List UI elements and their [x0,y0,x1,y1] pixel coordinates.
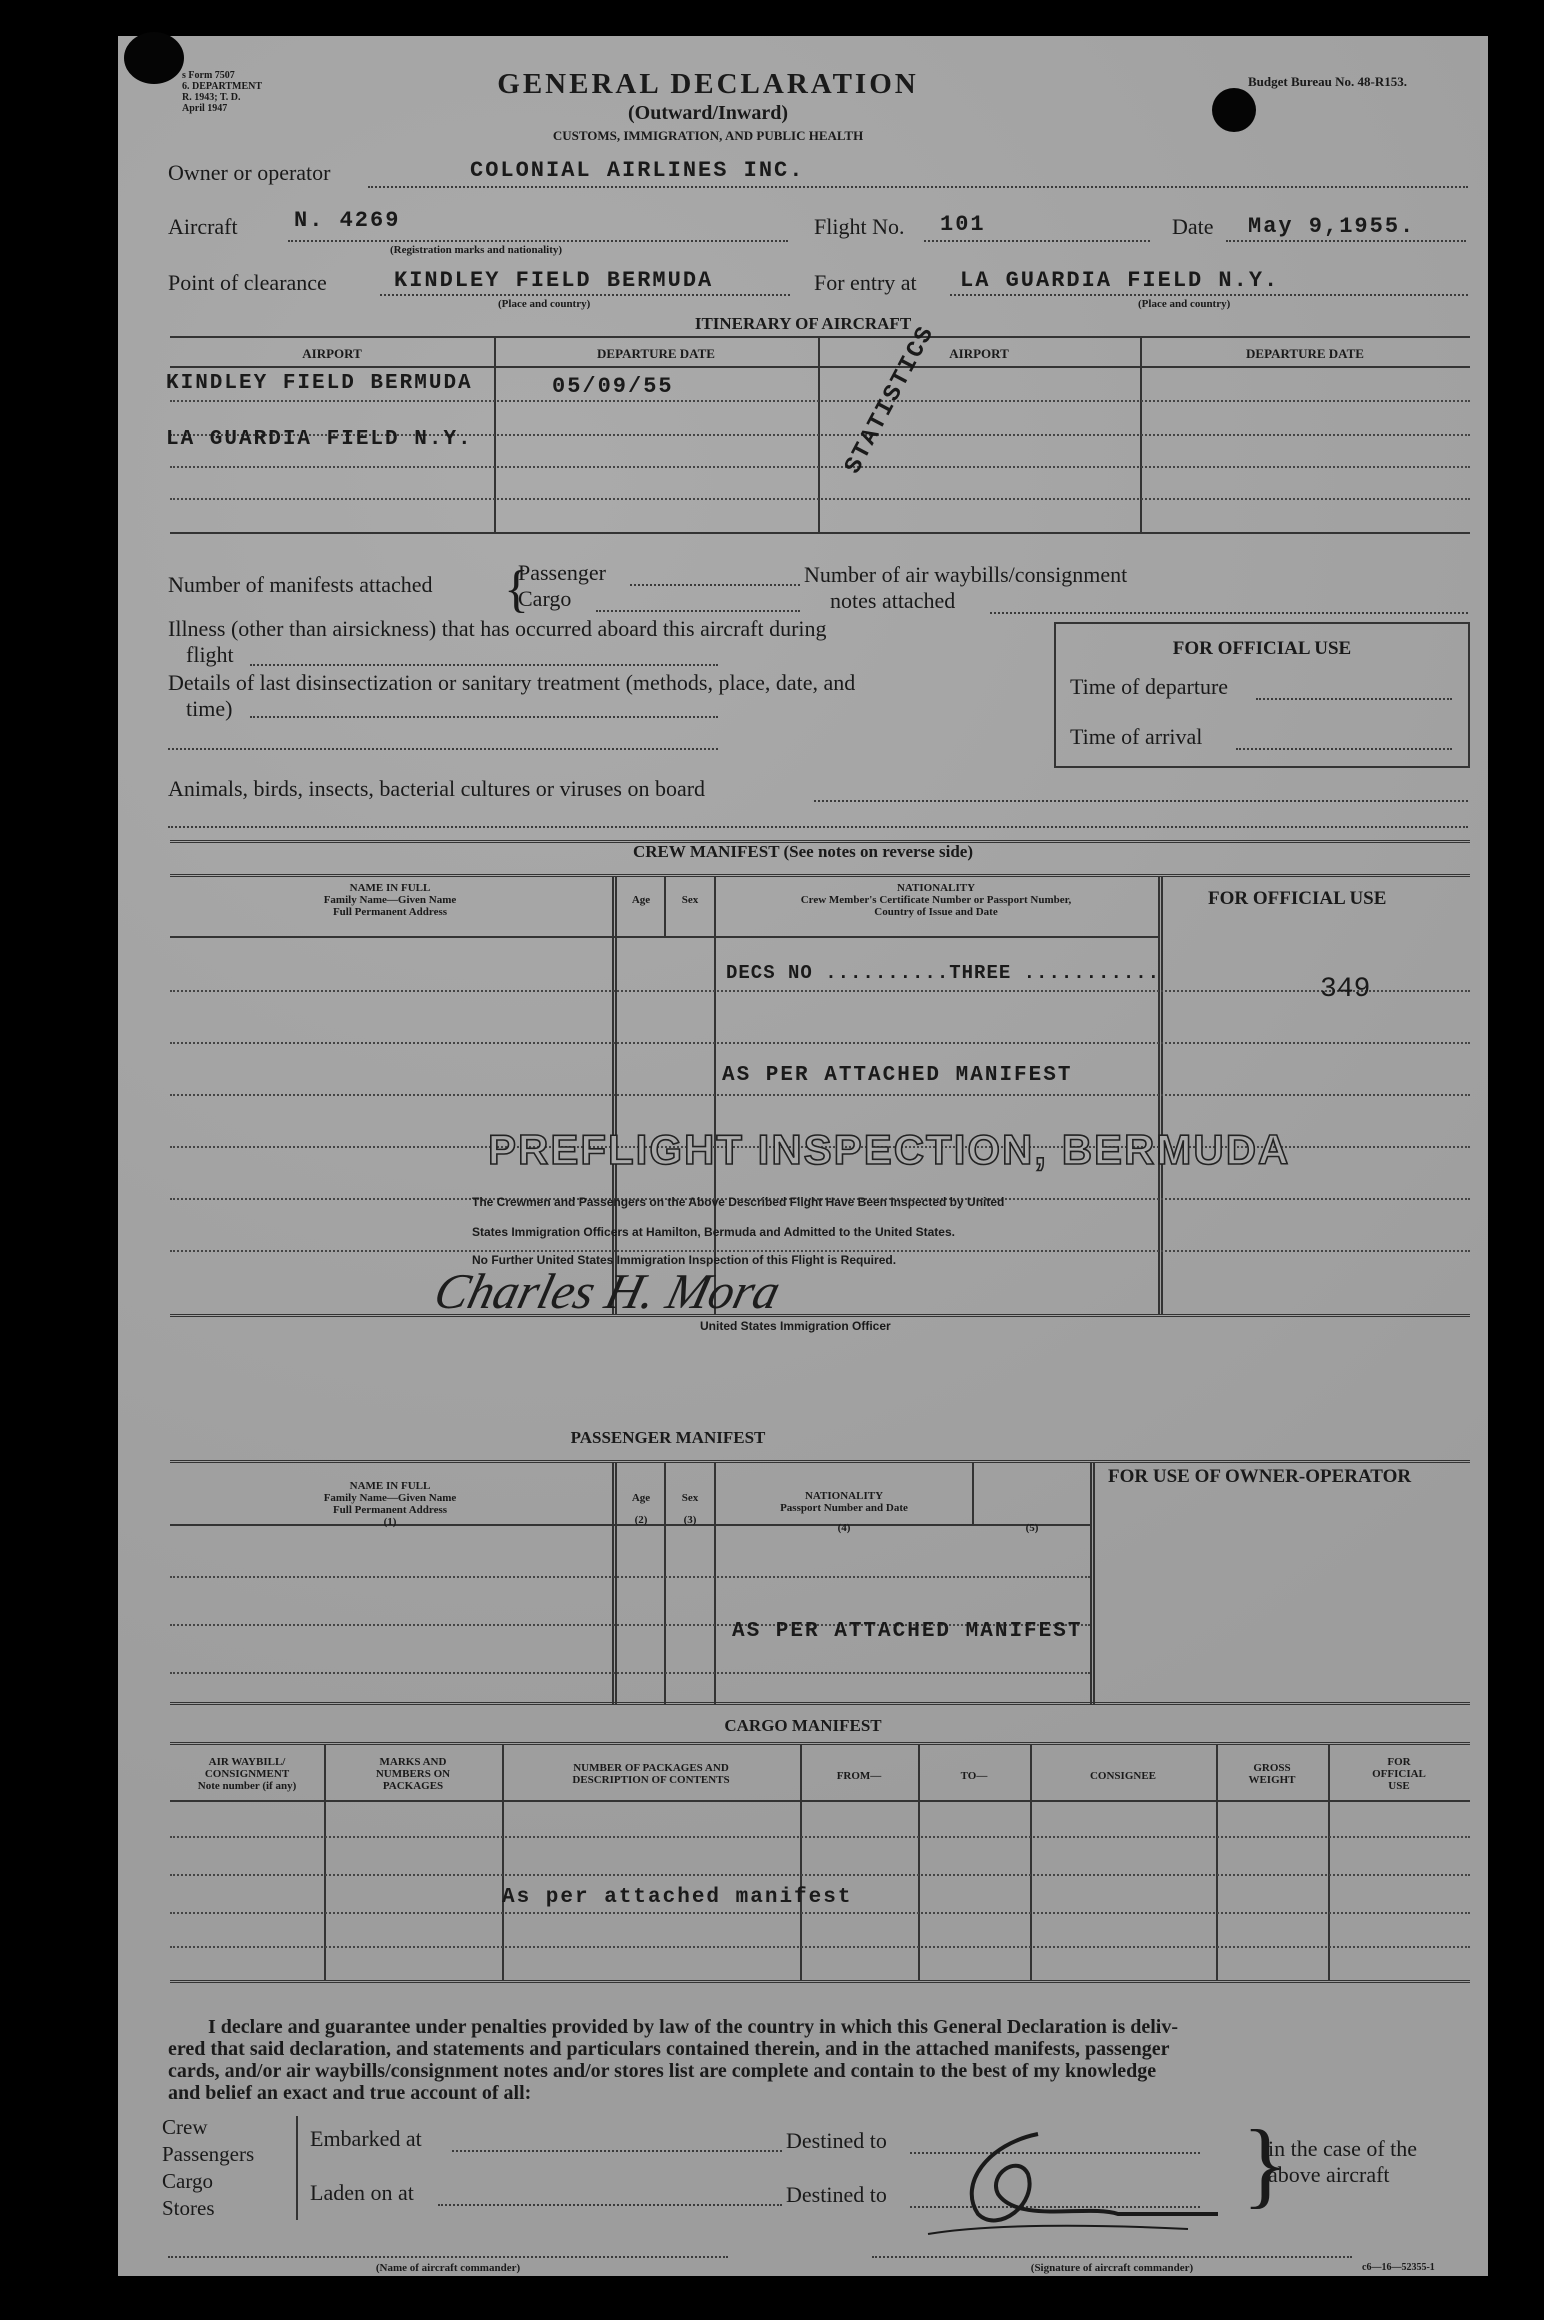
officer-signature: Charles H. Mora [429,1263,787,1319]
crew-row-line [170,1094,1470,1096]
form-agencies: CUSTOMS, IMMIGRATION, AND PUBLIC HEALTH [552,128,864,143]
passenger-col5-header: (5) [1025,1522,1039,1534]
preflight-stamp-line: No Further United States Immigration Inspection of this Flight is Required. [472,1253,897,1267]
passenger-name-header-line: (1) [383,1516,397,1528]
embarked-line [452,2150,782,2152]
passenger-name-header-line: NAME IN FULL [349,1480,431,1492]
cargo-row-line [170,1946,1470,1948]
passenger-sex-header [666,1492,714,1526]
itinerary-top-rule [170,336,1470,338]
cargo-header-line: CONSIGNMENT [204,1768,290,1780]
crew-col-divider [664,876,666,936]
crew-name-header [170,882,610,918]
cargo-header-rule [170,1800,1470,1802]
owner-label: Owner or operator [168,160,331,185]
crew-header-rule [170,874,1470,877]
itinerary-row-line [170,466,1470,468]
preflight-stamp-title: PREFLIGHT INSPECTION, BERMUDA [488,1126,1291,1173]
cargo-header-marks [324,1756,502,1792]
itinerary-airport: KINDLEY FIELD BERMUDA [166,372,473,395]
decs-line: DECS NO ..........THREE ........... [726,962,1161,984]
aircraft-label: Aircraft [168,214,238,239]
entry-note: (Place and country) [1138,298,1231,310]
cargo-header-consignee: CONSIGNEE [1089,1770,1157,1782]
itinerary-airport: LA GUARDIA FIELD N.Y. [166,428,473,451]
declaration-line: cards, and/or air waybills/consignment notes and/or stores list are complete and contain to the best of my knowledge [168,2060,1157,2082]
manifests-brace: { [504,561,529,618]
crew-nat-header-line: Crew Member's Certificate Number or Passport Number, [800,894,1072,906]
form-id-line: R. 1943; T. D. [182,92,241,103]
crew-sex-header: Sex [681,894,699,906]
commander-name-line [168,2256,728,2258]
footer-item: Cargo [162,2169,213,2193]
crew-row-line [170,1042,1470,1044]
aircraft-value: N. 4269 [294,208,401,233]
cargo-header-line: GROSS [1253,1762,1291,1774]
cargo-header-line: Note number (if any) [197,1780,297,1792]
cargo-header-official [1328,1756,1470,1792]
form-id-line: April 1947 [182,103,228,114]
owner-line [368,186,1468,188]
declaration-form [118,36,1488,2276]
disinsect-label-2: time) [186,696,233,721]
decs-number: 349 [1320,974,1371,1005]
footer-item: Passengers [162,2142,255,2166]
waybills-label-2: notes attached [830,588,956,613]
official-use-title: FOR OFFICIAL USE [1172,638,1352,659]
crew-as-per: AS PER ATTACHED MANIFEST [722,1064,1073,1087]
punch-hole-left [124,32,184,84]
cargo-header-waybill [170,1756,324,1792]
date-label: Date [1172,214,1214,239]
date-line [1226,240,1466,242]
passenger-name-header-line: Full Permanent Address [332,1504,448,1516]
passenger-nationality-header [716,1490,972,1534]
cargo-row-line [170,1874,1470,1876]
itinerary-header: AIRPORT [949,346,1009,361]
itinerary-row-line [170,498,1470,500]
entry-line [950,294,1468,296]
passenger-age-header [618,1492,664,1526]
crew-name-header-line: Family Name—Given Name [323,894,457,906]
aircraft-line [288,240,788,242]
cargo-header-line: PACKAGES [382,1780,444,1792]
entry-value: LA GUARDIA FIELD N.Y. [960,268,1280,293]
cargo-title: CARGO MANIFEST [724,1716,882,1735]
crew-name-header-line: Full Permanent Address [332,906,448,918]
footer-item: Stores [162,2196,215,2220]
crew-name-header-line: NAME IN FULL [349,882,431,894]
illness-label: Illness (other than airsickness) that has occurred aboard this aircraft during [168,616,827,641]
declaration-line: I declare and guarantee under penalties provided by law of the country in which this General Declaration is deliv- [208,2016,1179,2038]
passenger-col-divider [612,1462,617,1704]
passenger-name-header-line: Family Name—Given Name [323,1492,457,1504]
crew-bottom-rule [170,1314,1470,1317]
crew-subheader-rule [170,936,1158,938]
crew-nationality-header [716,882,1156,918]
cargo-as-per: As per attached manifest [502,1886,853,1909]
commander-signature [888,2114,1258,2244]
cargo-header-line: AIR WAYBILL/ [208,1756,286,1768]
passenger-col-divider [972,1462,974,1524]
passenger-count-line [630,584,800,586]
commander-signature-line [872,2256,1352,2258]
itinerary-header: DEPARTURE DATE [597,346,715,361]
cargo-header-line: OFFICIAL [1372,1768,1426,1780]
destined-label-2: Destined to [786,2182,887,2207]
cargo-row-line [170,1836,1470,1838]
preflight-stamp-line: States Immigration Officers at Hamilton, Bermuda and Admitted to the United States. [472,1225,955,1239]
time-departure-label: Time of departure [1070,674,1229,699]
flight-line [924,240,1150,242]
passenger-name-header [170,1480,610,1528]
itinerary-header-rule [170,366,1470,368]
footer-items [162,2114,254,2222]
cargo-header-line: DESCRIPTION OF CONTENTS [572,1774,730,1786]
budget-bureau: Budget Bureau No. 48-R153. [1248,74,1408,89]
itinerary-bottom-rule [170,532,1470,534]
flight-value: 101 [940,212,986,237]
clearance-note: (Place and country) [498,298,591,310]
official-use-box [1054,622,1470,768]
cargo-row-line [170,1912,1470,1914]
commander-signature-label: (Signature of aircraft commander) [1030,2262,1194,2274]
officer-title: United States Immigration Officer [700,1319,891,1333]
disinsect-line-2 [168,748,718,750]
itinerary-date: 05/09/55 [552,374,674,399]
cargo-header-line: NUMBERS ON [375,1768,451,1780]
waybills-line [990,612,1468,614]
passenger-as-per: AS PER ATTACHED MANIFEST [732,1620,1083,1643]
crew-row-line [170,1250,1470,1252]
animals-line [814,800,1468,802]
illness-label-2: flight [186,642,234,667]
waybills-label: Number of air waybills/consignment [804,562,1128,587]
cargo-header-line: WEIGHT [1248,1774,1296,1786]
laden-label: Laden on at [310,2180,414,2205]
cargo-header-weight [1216,1762,1328,1786]
time-departure-line [1256,698,1452,700]
crew-official-use: FOR OFFICIAL USE [1208,888,1387,909]
crew-nat-header-line: NATIONALITY [896,882,976,894]
cargo-header-from: FROM— [836,1770,882,1782]
itinerary-header: AIRPORT [302,346,362,361]
passenger-row-line [170,1672,1090,1674]
owner-operator-use: FOR USE OF OWNER-OPERATOR [1108,1466,1412,1487]
cargo-header-to: TO— [960,1770,988,1782]
cargo-header-line: USE [1388,1780,1410,1792]
entry-label: For entry at [814,270,917,295]
passenger-sex-header-line: Sex [681,1492,699,1504]
animals-label: Animals, birds, insects, bacterial cultures or viruses on board [168,776,706,801]
destined-label: Destined to [786,2128,887,2153]
form-id-line: s Form 7507 [182,70,235,81]
declaration-text [168,2016,1478,2104]
cargo-header-description [502,1762,800,1786]
itinerary-row-line [170,400,1470,402]
passenger-bottom-rule [170,1702,1470,1705]
cargo-top-rule [170,1742,1470,1745]
passenger-nat-header-line: NATIONALITY [804,1490,884,1502]
illness-line [250,664,718,666]
footer-brace-line [296,2116,298,2220]
declaration-line: ered that said declaration, and statements and particulars contained therein, and in the attached manifests, passenger [168,2038,1170,2060]
itinerary-title: ITINERARY OF AIRCRAFT [694,314,912,333]
form-title: GENERAL DECLARATION [497,68,919,100]
clearance-line [380,294,790,296]
commander-name-label: (Name of aircraft commander) [375,2262,521,2274]
statistics-stamp: STATISTICS [840,321,941,479]
passenger-count-label: Passenger [518,560,606,585]
date-value: May 9,1955. [1248,214,1416,239]
itinerary-header: DEPARTURE DATE [1246,346,1364,361]
footer-right-brace: } [1242,2110,1289,2217]
form-subtitle: (Outward/Inward) [627,102,788,124]
aircraft-note: (Registration marks and nationality) [390,244,563,256]
in-case-label-2: above aircraft [1268,2162,1390,2187]
cargo-header-line: MARKS AND [379,1756,447,1768]
footer-item: Crew [162,2115,208,2139]
time-arrival-label: Time of arrival [1070,724,1203,749]
passenger-age-header-line: Age [631,1492,651,1504]
cargo-count-line [596,610,800,612]
cargo-header-line: NUMBER OF PACKAGES AND [573,1762,729,1774]
time-arrival-line [1236,748,1452,750]
in-case-label: in the case of the [1268,2136,1418,2161]
punch-hole-right [1212,88,1256,132]
cargo-header-line: FOR [1387,1756,1411,1768]
print-code: c6—16—52355-1 [1362,2262,1435,2273]
passenger-title: PASSENGER MANIFEST [570,1428,766,1447]
flight-label: Flight No. [814,214,905,239]
crew-row-line [170,990,1470,992]
passenger-nat-header-line: (4) [837,1522,851,1534]
cargo-bottom-rule [170,1980,1470,1983]
laden-line [438,2204,782,2206]
form-id [182,70,332,114]
passenger-nat-header-line: Passport Number and Date [780,1502,908,1514]
passenger-sex-header-line: (3) [683,1514,697,1526]
declaration-line: and belief an exact and true account of all: [168,2082,532,2104]
passenger-age-header-line: (2) [634,1514,648,1526]
cargo-count-label: Cargo [518,586,572,611]
clearance-label: Point of clearance [168,270,327,295]
passenger-col-divider [1090,1462,1095,1704]
crew-age-header: Age [631,894,651,906]
crew-nat-header-line: Country of Issue and Date [874,906,998,918]
passenger-top-rule [170,1460,1470,1463]
passenger-row-line [170,1576,1090,1578]
clearance-value: KINDLEY FIELD BERMUDA [394,268,714,293]
preflight-stamp-line: The Crewmen and Passengers on the Above Described Flight Have Been Inspected by United [472,1195,1005,1209]
manifests-label: Number of manifests attached [168,572,433,597]
owner-value: COLONIAL AIRLINES INC. [470,158,805,183]
form-id-line: 6. DEPARTMENT [182,81,263,92]
disinsect-line [250,716,718,718]
crew-title: CREW MANIFEST (See notes on reverse side) [633,842,973,861]
disinsect-label: Details of last disinsectization or sanitary treatment (methods, place, date, and [168,670,856,695]
animals-line-2 [168,826,1468,828]
embarked-label: Embarked at [310,2126,422,2151]
